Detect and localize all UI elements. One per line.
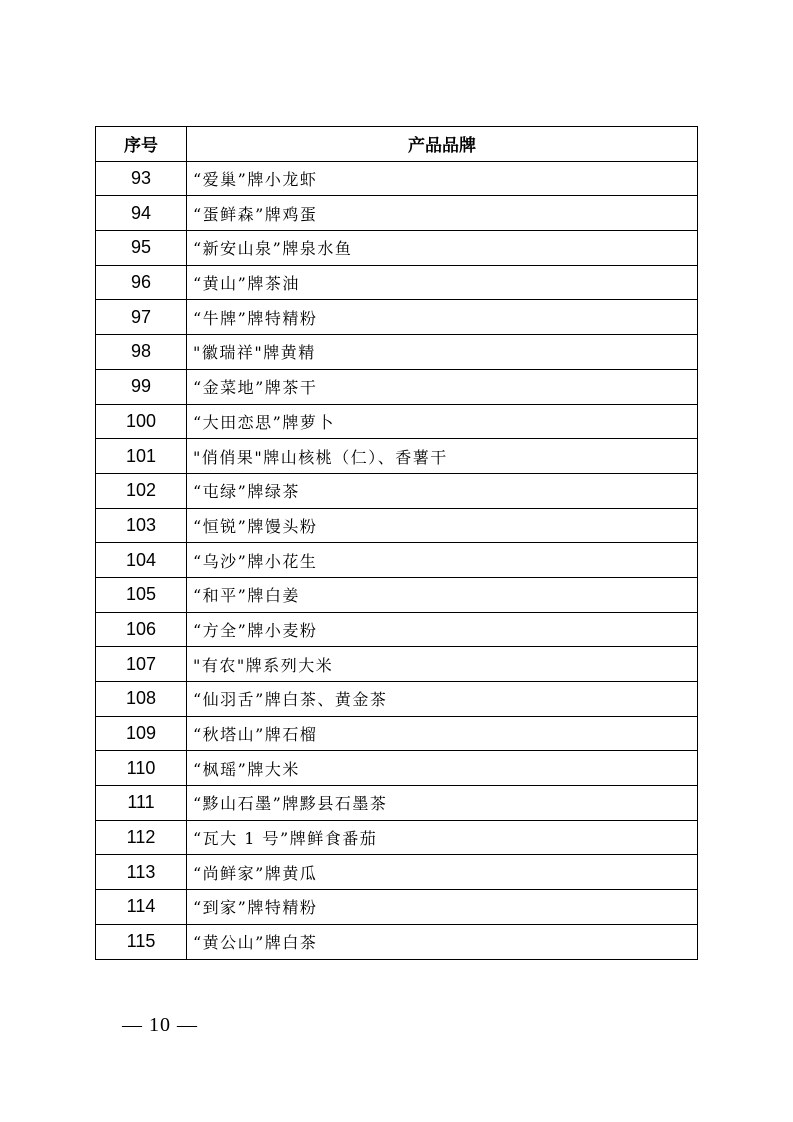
- row-number-cell: 111: [96, 786, 187, 821]
- table-row: [96, 647, 698, 682]
- row-number-cell: 98: [96, 335, 187, 370]
- row-number-cell: 114: [96, 890, 187, 925]
- row-number-cell: 106: [96, 612, 187, 647]
- table-row: [96, 543, 698, 578]
- product-brand-cell: "俏俏果"牌山核桃（仁）、香薯干: [187, 439, 698, 474]
- product-brand-cell: "徽瑞祥"牌黄精: [187, 335, 698, 370]
- page-number: — 10 —: [122, 1014, 198, 1036]
- row-number-cell: 93: [96, 161, 187, 196]
- table-row: [96, 369, 698, 404]
- product-brand-cell: “和平”牌白姜: [187, 577, 698, 612]
- product-brand-cell: “枫瑶”牌大米: [187, 751, 698, 786]
- table-row: [96, 161, 698, 196]
- product-brand-cell: “屯绿”牌绿茶: [187, 473, 698, 508]
- row-number-cell: 113: [96, 855, 187, 890]
- product-brand-cell: “新安山泉”牌泉水鱼: [187, 231, 698, 266]
- product-brand-cell: “到家”牌特精粉: [187, 890, 698, 925]
- product-brand-cell: “秋塔山”牌石榴: [187, 716, 698, 751]
- product-brand-cell: “仙羽舌”牌白茶、黄金茶: [187, 682, 698, 717]
- row-number-cell: 102: [96, 473, 187, 508]
- row-number-cell: 107: [96, 647, 187, 682]
- table-row: [96, 300, 698, 335]
- table-row: [96, 751, 698, 786]
- column-header-no: 序号: [96, 127, 187, 162]
- row-number-cell: 110: [96, 751, 187, 786]
- product-brand-cell: “黄公山”牌白茶: [187, 924, 698, 959]
- table-row: [96, 265, 698, 300]
- table-header-row: [96, 127, 698, 162]
- table-row: [96, 231, 698, 266]
- row-number-cell: 99: [96, 369, 187, 404]
- row-number-cell: 115: [96, 924, 187, 959]
- row-number-cell: 103: [96, 508, 187, 543]
- table-row: [96, 508, 698, 543]
- table-row: [96, 577, 698, 612]
- table-row: [96, 855, 698, 890]
- table-row: [96, 682, 698, 717]
- product-brand-cell: “大田恋思”牌萝卜: [187, 404, 698, 439]
- row-number-cell: 109: [96, 716, 187, 751]
- product-brand-cell: “恒锐”牌馒头粉: [187, 508, 698, 543]
- table-row: [96, 716, 698, 751]
- row-number-cell: 94: [96, 196, 187, 231]
- table-row: [96, 473, 698, 508]
- column-header-brand: 产品品牌: [187, 127, 698, 162]
- table-row: [96, 439, 698, 474]
- product-brand-cell: “乌沙”牌小花生: [187, 543, 698, 578]
- row-number-cell: 108: [96, 682, 187, 717]
- table-row: [96, 612, 698, 647]
- row-number-cell: 95: [96, 231, 187, 266]
- product-brand-cell: “蛋鲜森”牌鸡蛋: [187, 196, 698, 231]
- table-body: [96, 161, 698, 959]
- table-row: [96, 196, 698, 231]
- table-row: [96, 820, 698, 855]
- table-row: [96, 335, 698, 370]
- product-brand-cell: “金菜地”牌茶干: [187, 369, 698, 404]
- table-row: [96, 924, 698, 959]
- product-brand-cell: “方全”牌小麦粉: [187, 612, 698, 647]
- row-number-cell: 101: [96, 439, 187, 474]
- row-number-cell: 97: [96, 300, 187, 335]
- product-brand-cell: “爱巢”牌小龙虾: [187, 161, 698, 196]
- row-number-cell: 96: [96, 265, 187, 300]
- table-row: [96, 786, 698, 821]
- product-brand-cell: “牛牌”牌特精粉: [187, 300, 698, 335]
- product-brand-cell: “瓦大 1 号”牌鲜食番茄: [187, 820, 698, 855]
- row-number-cell: 104: [96, 543, 187, 578]
- table-row: [96, 890, 698, 925]
- row-number-cell: 105: [96, 577, 187, 612]
- row-number-cell: 100: [96, 404, 187, 439]
- product-brand-cell: “黄山”牌茶油: [187, 265, 698, 300]
- table-row: [96, 404, 698, 439]
- row-number-cell: 112: [96, 820, 187, 855]
- product-brand-cell: "有农"牌系列大米: [187, 647, 698, 682]
- product-brand-cell: “尚鲜家”牌黄瓜: [187, 855, 698, 890]
- product-brand-cell: “黟山石墨”牌黟县石墨茶: [187, 786, 698, 821]
- brand-table: [95, 126, 698, 960]
